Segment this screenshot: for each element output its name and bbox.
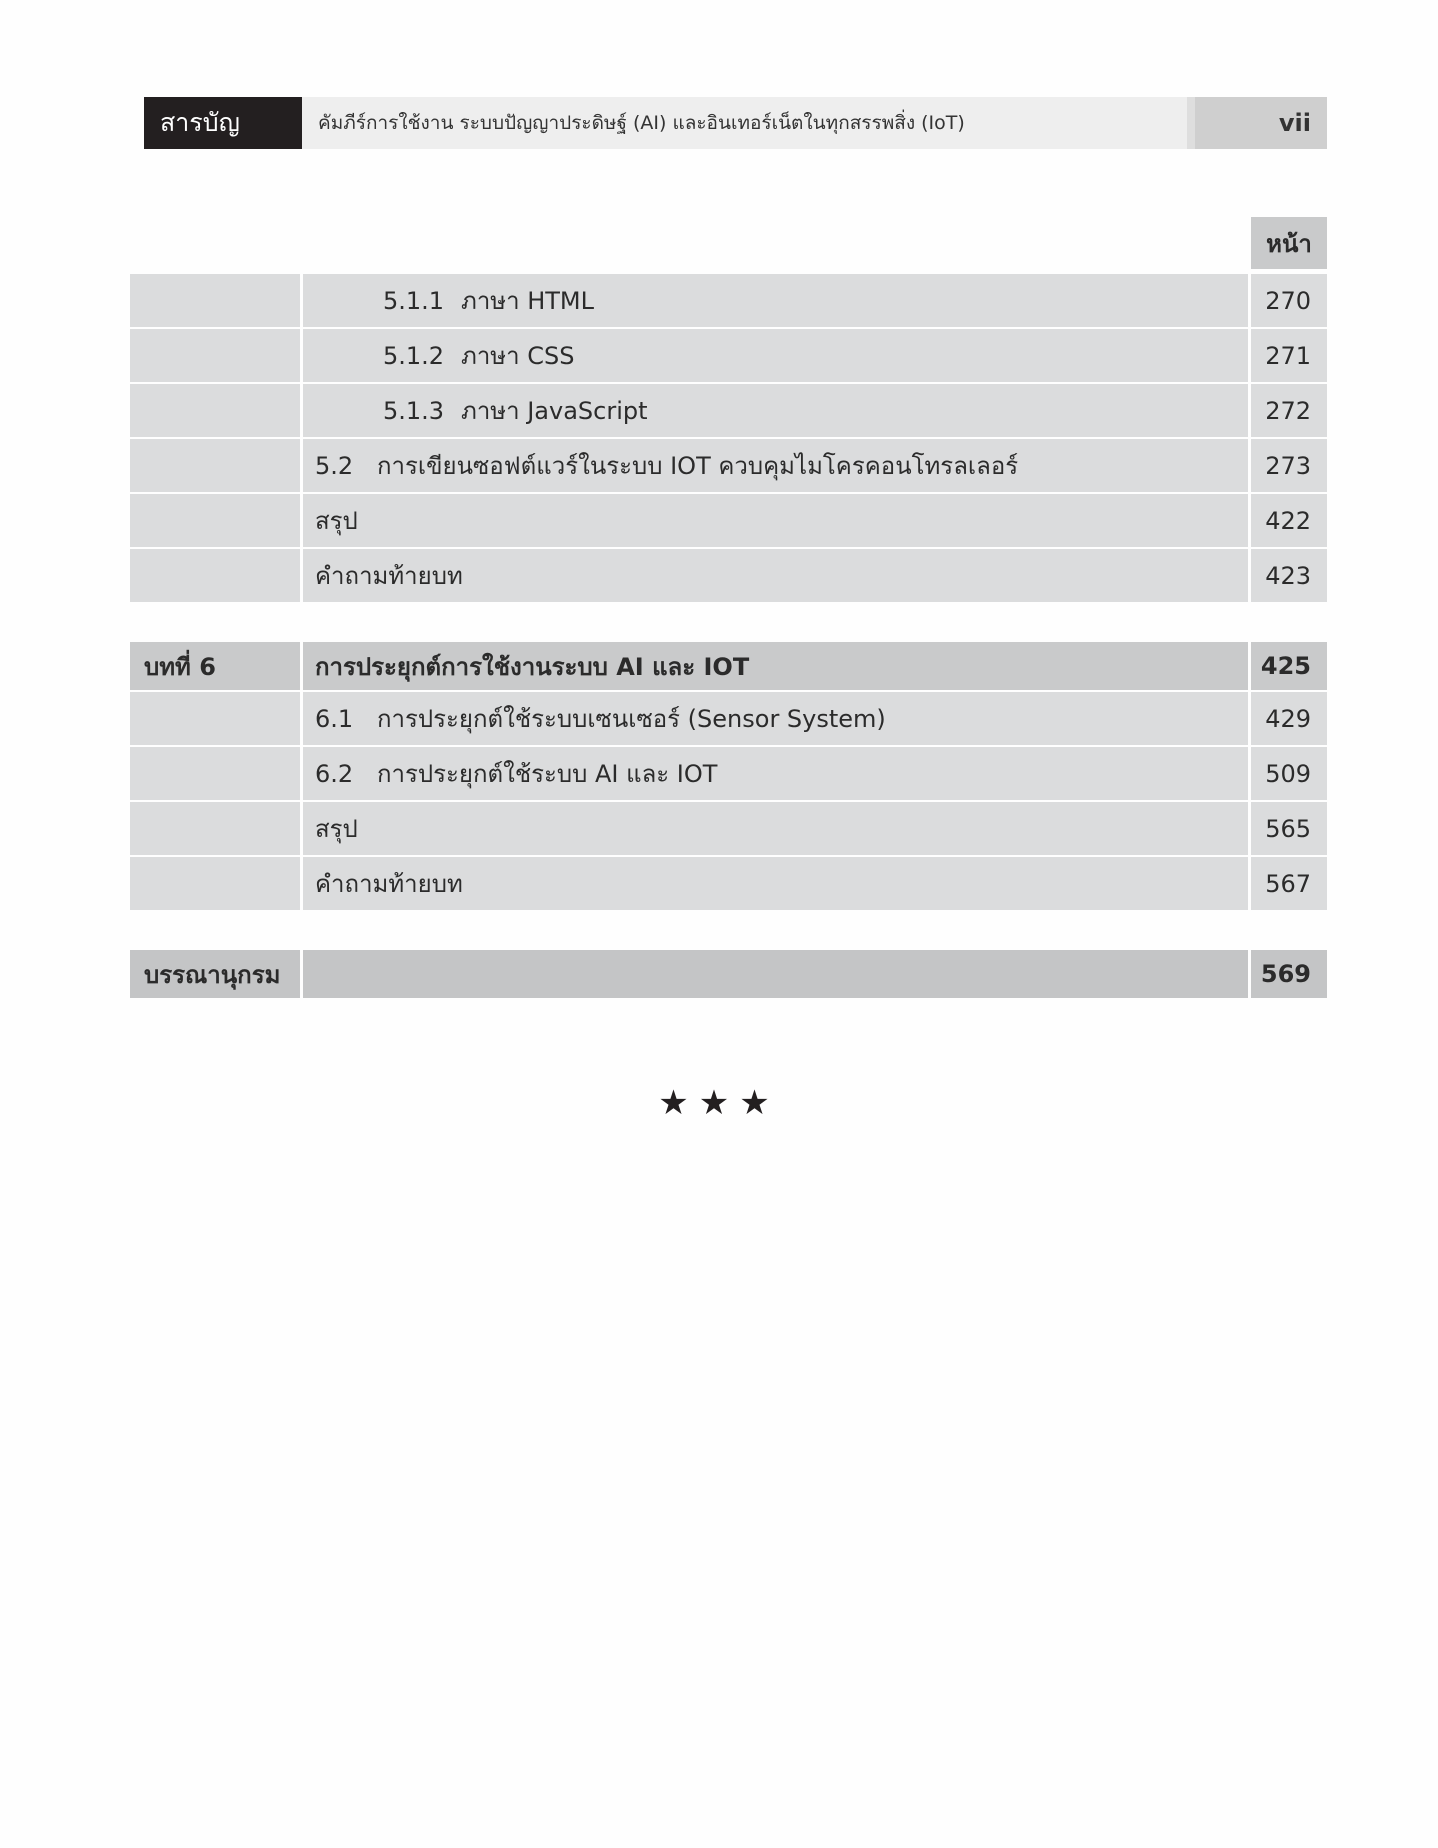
toc-block-chapter5	[130, 274, 1327, 604]
page-number: vii	[1187, 97, 1327, 149]
page-ref: 271	[1251, 329, 1327, 382]
toc-row[interactable]	[130, 692, 1327, 745]
toc-row[interactable]	[130, 439, 1327, 492]
section-number: 6.1	[315, 704, 354, 733]
section-number: 5.1.1	[383, 286, 445, 315]
page-ref: 429	[1251, 692, 1327, 745]
chapter-row[interactable]	[130, 642, 1327, 690]
book-title: คัมภีร์การใช้งาน ระบบปัญญาประดิษฐ์ (AI) และอินเทอร์เน็ตในทุกสรรพสิ่ง (IoT)	[302, 97, 1187, 149]
section-title: ภาษา JavaScript	[461, 397, 648, 425]
section-number: 6.2	[315, 759, 354, 788]
toc-row[interactable]	[130, 549, 1327, 602]
section-title: การประยุกต์ใช้ระบบเซนเซอร์ (Sensor System)	[377, 705, 886, 733]
page-ref: 425	[1251, 642, 1327, 690]
section-title: คำถามท้ายบท	[303, 549, 1248, 602]
page-ref: 567	[1251, 857, 1327, 910]
section-number: 5.2	[315, 451, 354, 480]
page-ref: 270	[1251, 274, 1327, 327]
bibliography-label: บรรณานุกรม	[130, 950, 300, 998]
page-ref: 422	[1251, 494, 1327, 547]
toc-row[interactable]	[130, 274, 1327, 327]
toc-row[interactable]	[130, 329, 1327, 382]
running-header	[144, 97, 1327, 149]
section-title: การประยุกต์ใช้ระบบ AI และ IOT	[377, 760, 718, 788]
page-ref: 272	[1251, 384, 1327, 437]
section-title: การเขียนซอฟต์แวร์ในระบบ IOT ควบคุมไมโครคอนโทรลเลอร์	[377, 452, 1019, 480]
section-label: สารบัญ	[144, 97, 302, 149]
section-title: สรุป	[303, 494, 1248, 547]
page-ref: 565	[1251, 802, 1327, 855]
section-number: 5.1.2	[383, 341, 445, 370]
toc-block-bibliography	[130, 950, 1327, 1000]
toc-block-chapter6	[130, 642, 1327, 912]
toc-row[interactable]	[130, 802, 1327, 855]
section-title: คำถามท้ายบท	[303, 857, 1248, 910]
toc-row[interactable]	[130, 747, 1327, 800]
section-title: สรุป	[303, 802, 1248, 855]
toc-row[interactable]	[130, 494, 1327, 547]
chapter-title: การประยุกต์การใช้งานระบบ AI และ IOT	[303, 642, 1248, 690]
toc-row[interactable]	[130, 857, 1327, 910]
star-ornament: ★★★	[658, 1083, 780, 1123]
page-column-header: หน้า	[1251, 217, 1327, 269]
section-number: 5.1.3	[383, 396, 445, 425]
section-title: ภาษา CSS	[461, 342, 575, 370]
toc-row[interactable]	[130, 384, 1327, 437]
page-ref: 423	[1251, 549, 1327, 602]
page-ref: 569	[1251, 950, 1327, 998]
page-ref: 509	[1251, 747, 1327, 800]
section-title: ภาษา HTML	[461, 287, 595, 315]
chapter-label: บทที่ 6	[130, 642, 300, 690]
page-ref: 273	[1251, 439, 1327, 492]
bibliography-row[interactable]	[130, 950, 1327, 998]
